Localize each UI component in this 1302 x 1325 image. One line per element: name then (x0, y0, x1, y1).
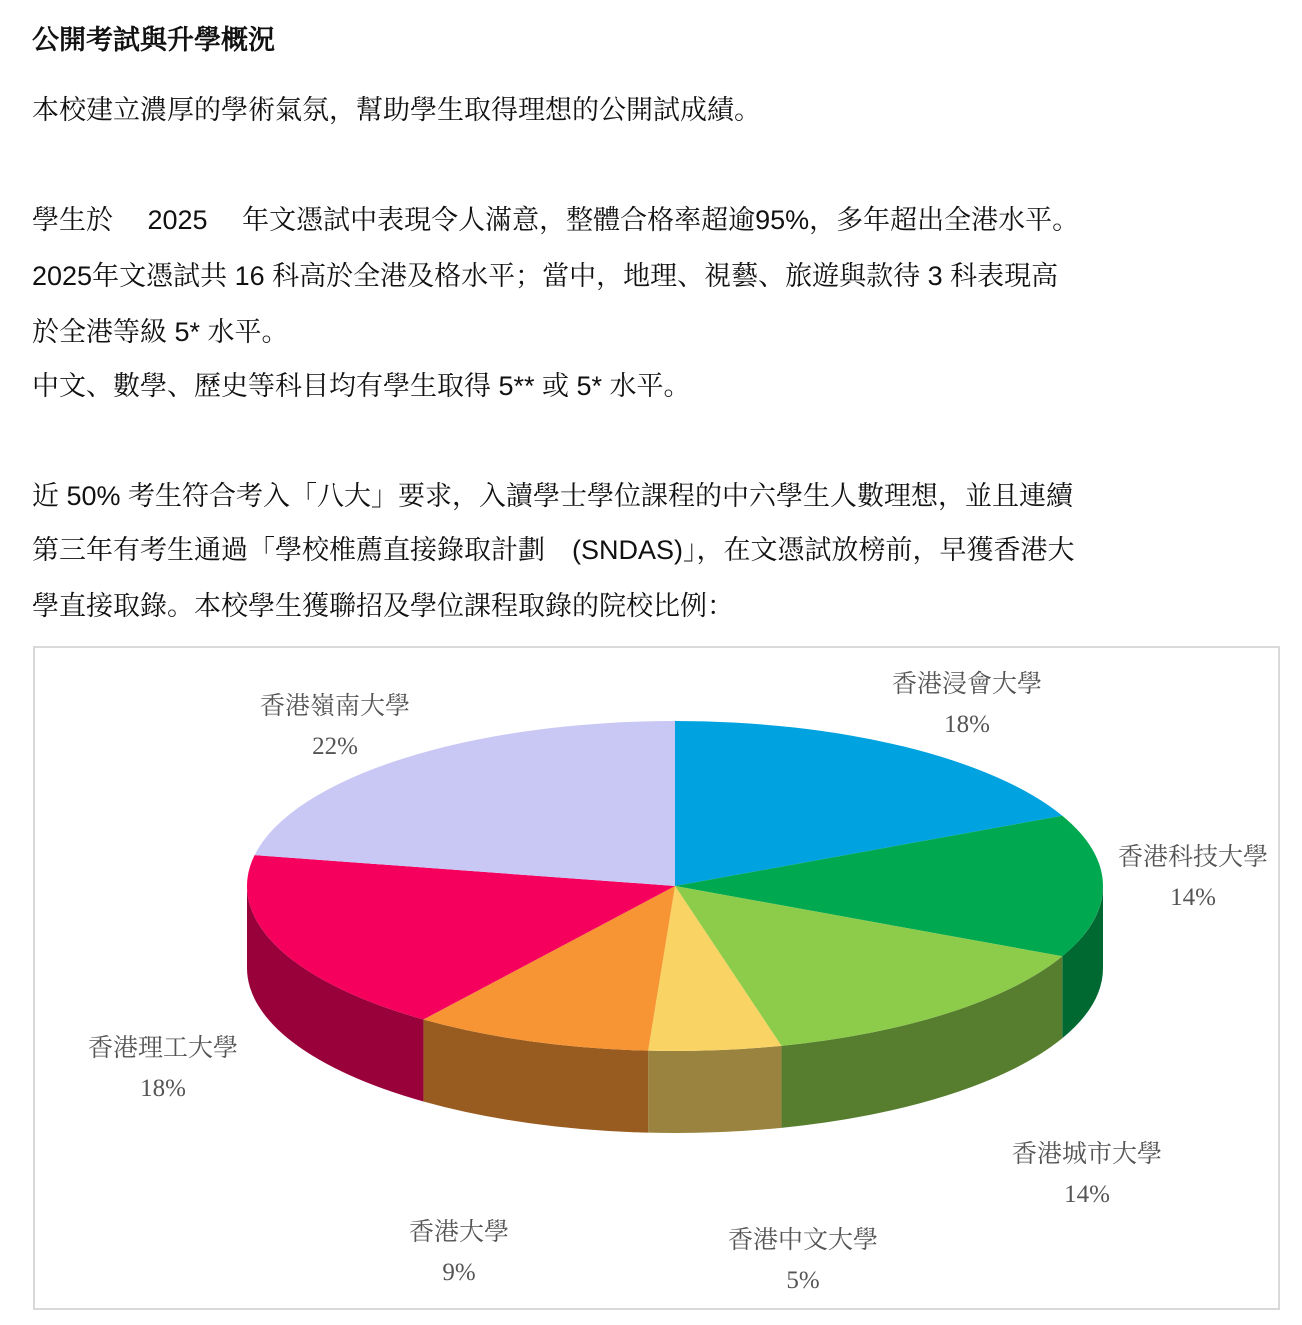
pie-side-3 (648, 1046, 781, 1133)
admission-line-1: 近 50% 考生符合考入「八大」要求，入讀學士學位課程的中六學生人數理想，並且連續 (32, 481, 1074, 511)
slice-label-2: 香港城市大學 (1011, 1141, 1163, 1168)
slice-value-4: 9% (442, 1259, 476, 1286)
pie-chart (35, 648, 1278, 1308)
slice-value-5: 18% (140, 1075, 186, 1102)
chart-container (33, 646, 1280, 1310)
results-line-3: 於全港等級 5* 水平。 (32, 317, 289, 347)
results-line-2: 2025年文憑試共 16 科高於全港及格水平；當中，地理、視藝、旅遊與款待 3 科表現高 (32, 261, 1059, 291)
slice-value-1: 14% (1170, 884, 1216, 911)
slice-value-0: 18% (944, 711, 990, 738)
results-line-1: 學生於 2025 年文憑試中表現令人滿意，整體合格率超逾95%，多年超出全港水平。 (32, 205, 1080, 235)
admission-line-3: 學直接取錄。本校學生獲聯招及學位課程取錄的院校比例： (32, 591, 734, 621)
slice-label-3: 香港中文大學 (727, 1227, 879, 1254)
results-line-4: 中文、數學、歷史等科目均有學生取得 5** 或 5* 水平。 (32, 371, 691, 401)
slice-value-2: 14% (1064, 1181, 1110, 1208)
section-heading: 公開考試與升學概況 (32, 25, 275, 55)
admission-line-2: 第三年有考生通過「學校椎薦直接錄取計劃 (SNDAS)」，在文憑試放榜前，早獲香港大 (32, 535, 1075, 565)
slice-label-4: 香港大學 (408, 1219, 510, 1246)
intro-paragraph: 本校建立濃厚的學術氣氛，幫助學生取得理想的公開試成績。 (32, 95, 761, 125)
slice-value-3: 5% (786, 1267, 820, 1294)
slice-label-6: 香港嶺南大學 (259, 693, 411, 720)
slice-label-0: 香港浸會大學 (891, 671, 1043, 698)
slice-label-1: 香港科技大學 (1117, 844, 1269, 871)
slice-value-6: 22% (312, 733, 358, 760)
slice-label-5: 香港理工大學 (87, 1035, 239, 1062)
pie-slices (247, 721, 1103, 1051)
